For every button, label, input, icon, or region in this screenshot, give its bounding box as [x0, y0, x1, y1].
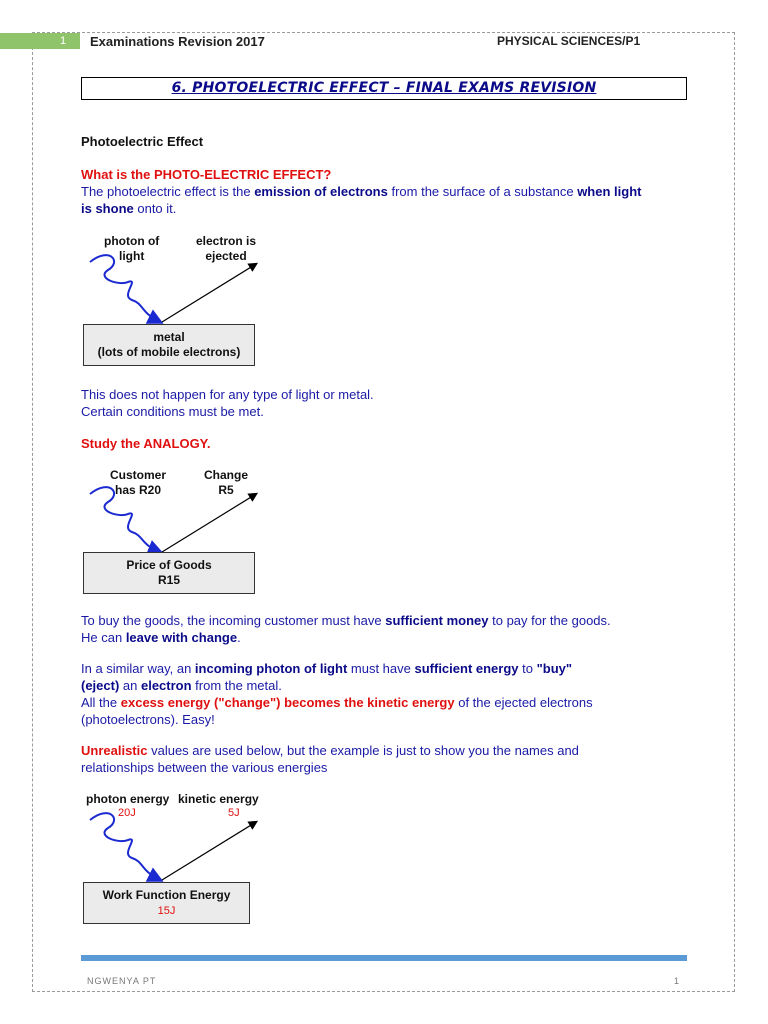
similar-bold: "buy" — [536, 661, 573, 676]
unrealistic-red: Unrealistic — [81, 743, 148, 758]
similar-bold: incoming photon of light — [194, 661, 348, 676]
unrealistic-text: values are used below, but the example is just to show you the names and — [147, 743, 579, 758]
similar-bold: electron — [140, 678, 192, 693]
footer-bar — [81, 955, 687, 961]
goods-bold: sufficient money — [385, 613, 489, 628]
similar-red: excess energy ("change") becomes the kinetic energy — [120, 695, 455, 710]
similar-text: to — [518, 661, 537, 676]
diagram3-label-left: photon energy — [86, 792, 170, 806]
header-left-text: Examinations Revision 2017 — [90, 34, 265, 49]
definition-bold: when light — [577, 184, 642, 199]
diagram3-value-left: 20J — [118, 807, 136, 819]
definition-text: from the surface of a substance — [387, 184, 578, 199]
header-right-text: PHYSICAL SCIENCES/P1 — [497, 34, 641, 48]
goods-text: To buy the goods, the incoming customer must have — [81, 613, 386, 628]
photon-wave-3 — [90, 813, 160, 880]
page-title: 6. PHOTOELECTRIC EFFECT – FINAL EXAMS REVISION — [171, 80, 597, 96]
diagram3-work-function-box — [83, 882, 250, 924]
diagram3-box-line2: 15J — [157, 905, 176, 917]
conditions-line-2: Certain conditions must be met. — [81, 404, 264, 419]
question-heading: What is the PHOTO-ELECTRIC EFFECT? — [81, 167, 332, 182]
diagram1-box-line1: metal — [153, 330, 185, 344]
diagram3-box-line1: Work Function Energy — [102, 888, 231, 902]
definition-text: onto it. — [133, 201, 177, 216]
similar-text: an — [119, 678, 141, 693]
diagram1-label-left-1: photon of — [104, 234, 160, 248]
similar-text: must have — [347, 661, 415, 676]
section-heading: Photoelectric Effect — [81, 134, 204, 149]
goods-text: . — [237, 630, 241, 645]
definition-bold: emission of electrons — [254, 184, 388, 199]
diagram2-box-line2: R15 — [157, 573, 180, 587]
diagram2-box-line1: Price of Goods — [126, 558, 212, 572]
similar-text: of the ejected electrons — [454, 695, 593, 710]
diagram2-label-left-2: has R20 — [114, 483, 162, 497]
definition-text: The photoelectric effect is the — [81, 184, 255, 199]
diagram1-box-line2: (lots of mobile electrons) — [97, 345, 241, 359]
diagram1-label-right-2: ejected — [205, 249, 247, 263]
similar-text: All the — [81, 695, 121, 710]
definition-bold: is shone — [81, 201, 134, 216]
diagram3-label-right: kinetic energy — [178, 792, 259, 806]
diagram2-label-right-1: Change — [204, 468, 249, 482]
diagram2-label-right-2: R5 — [218, 483, 234, 497]
footer-page-number: 1 — [674, 976, 680, 986]
similar-bold: sufficient energy — [414, 661, 519, 676]
goods-text: to pay for the goods. — [488, 613, 611, 628]
diagram1-label-right-1: electron is — [196, 234, 257, 248]
similar-line-4: (photoelectrons). Easy! — [81, 712, 215, 727]
similar-bold: (eject) — [81, 678, 120, 693]
unrealistic-line-2: relationships between the various energies — [81, 760, 328, 775]
goods-bold: leave with change — [125, 630, 238, 645]
kinetic-arrow-3 — [162, 822, 256, 880]
diagram1-label-left-2: light — [118, 249, 145, 263]
goods-text: He can — [81, 630, 126, 645]
diagram2-label-left-1: Customer — [110, 468, 167, 482]
similar-text: from the metal. — [191, 678, 282, 693]
similar-text: In a similar way, an — [81, 661, 195, 676]
footer-author: NGWENYA PT — [87, 976, 157, 986]
header-page-number: 1 — [60, 35, 67, 47]
diagram3-value-right: 5J — [228, 807, 240, 819]
analogy-heading: Study the ANALOGY. — [81, 436, 211, 451]
conditions-line-1: This does not happen for any type of light or metal. — [81, 387, 374, 402]
